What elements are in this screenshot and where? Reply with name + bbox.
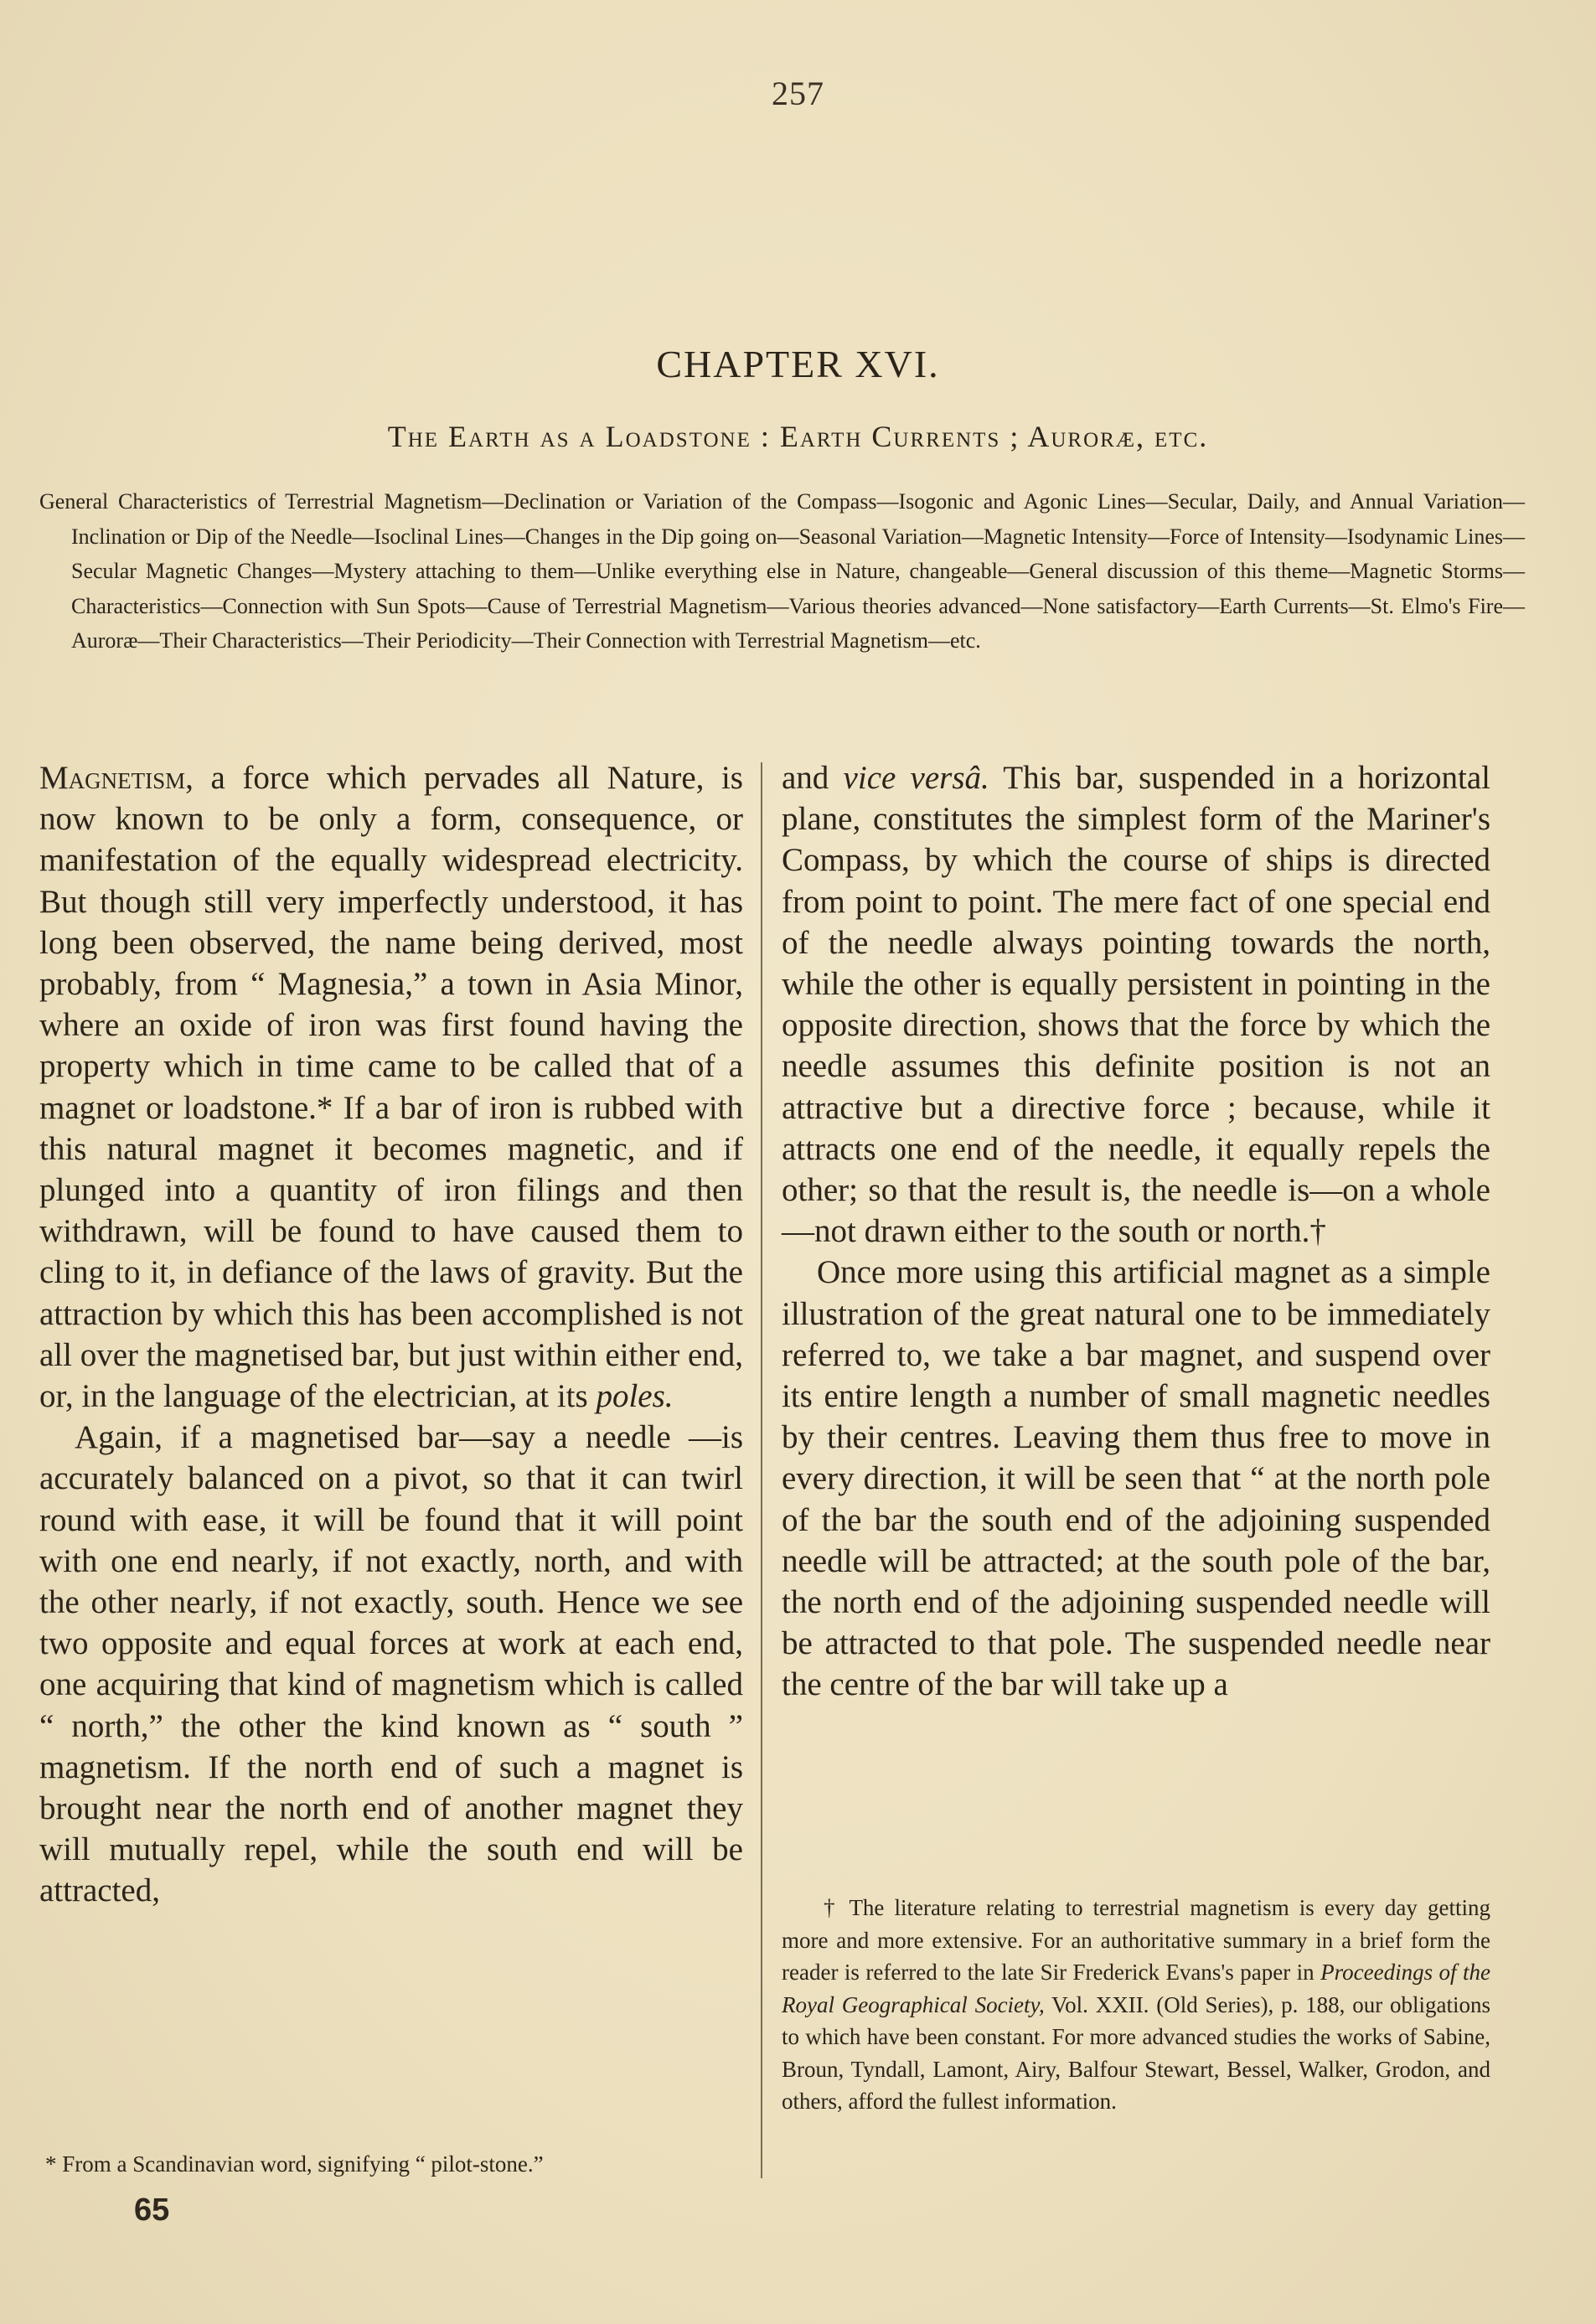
footnote-text: † The literature relating to terrestrial magnetism is every day getting more and more extensive. For an authoritative summary in a brief form the reader is referred to the late Sir Frederick Evans's paper in	[782, 1895, 1490, 1985]
paragraph: Once more using this artificial magnet as a simple illustration of the great natural one to be immediately referred to, we take a bar magnet, and suspend over its entire length a number of small magnetic needles by their centres. Leaving them thus free to move in every direction, it will be seen that “ at the north pole of the bar the south end of the adjoining suspended needle will be attracted; at the south pole of the bar, the north end of the adjoining suspended needle will be attracted to that pole. The suspended needle near the centre of the bar will take up a	[782, 1254, 1490, 1703]
italic-title: Proceedings of the Royal Geographical Society,	[782, 1960, 1491, 2017]
chapter-subtitle: The Earth as a Loadstone : Earth Currents ; Auroræ, etc.	[387, 420, 1209, 453]
paragraph-text: and	[782, 760, 844, 796]
paragraph	[39, 757, 743, 1417]
footnote-asterisk: * From a Scandinavian word, signifying “ pilot-stone.”	[45, 2151, 544, 2177]
italic-term: poles.	[596, 1378, 674, 1415]
column-divider	[761, 762, 762, 2178]
paragraph: Again, if a magnetised bar—say a needle —is accurately balanced on a pivot, so that it can twirl round with ease, it will be found that it will point with one end nearly, if not exactly, north, and with the other nearly, if not exactly, south. Hence we see two opposite and equal forces at work at each end, one acquiring that kind of magnetism which is called “ north,” the other the kind known as “ south ” magnetism. If the north end of such a magnet is brought near the north end of another magnet they will mutually repel, while the south end will be attracted,	[39, 1419, 743, 1909]
italic-term: vice versâ.	[843, 760, 989, 796]
chapter-synopsis: General Characteristics of Terrestrial Magnetism—Declination or Variation of the Compass—Isogonic and Agonic Lines—Secular, Daily, and Annual Variation—Inclination or Dip of the Needle—Isoclinal Lines—Changes in the Dip going on—Seasonal Variation—Magnetic Intensity—Force of Intensity—Isodynamic Lines—Secular Magnetic Changes—Mystery attaching to them—Unlike everything else in Nature, changeable—General discussion of this theme—Magnetic Storms—Characteristics—Connection with Sun Spots—Cause of Terrestrial Magnetism—Various theories advanced—None satisfactory—Earth Currents—St. Elmo's Fire—Auroræ—Their Characteristics—Their Periodicity—Their Connection with Terrestrial Magnetism—etc.	[39, 489, 1525, 653]
page-number: 257	[772, 75, 824, 112]
left-column	[39, 757, 743, 1912]
paragraph-text: This bar, suspended in a horizontal plane, constitutes the simplest form of the Mariner's Compass, by which the course of ships is directed from point to point. The mere fact of one special end of the needle always pointing towards the north, while the other is equally persistent in pointing in the opposite direction, shows that the force by which the needle assumes this definite position is not an attractive but a directive force ; because, while it attracts one end of the needle, it equally repels the other; so that the result is, the needle is—on a whole—not drawn either to the south or north.†	[782, 760, 1490, 1250]
footnote-dagger	[782, 1892, 1490, 2118]
paragraph	[782, 757, 1490, 1252]
right-column	[782, 757, 1490, 1706]
footnote-text: Vol. XXII. (Old Series), p. 188, our obligations to which have been constant. For more advanced studies the works of Sabine, Broun, Tyndall, Lamont, Airy, Balfour Stewart, Bessel, Walker, Grodon, and others, afford the fullest information.	[782, 1991, 1491, 2114]
paragraph-text: a force which pervades all Nature, is now known to be only a form, consequence, or manifestation of the equally widespread electricity. But though still very imperfectly understood, it has long been observed, the name being derived, most probably, from “ Magnesia,” a town in Asia Minor, where an oxide of iron was first found having the property which in time came to be called that of a magnet or loadstone.* If a bar of iron is rubbed with this natural magnet it becomes magnetic, and if plunged into a quantity of iron filings and then withdrawn, will be found to have caused them to cling to it, in defiance of the laws of gravity. But the attraction by which this has been accomplished is not all over the magnetised bar, but just within either end, or, in the language of the electrician, at its	[39, 760, 743, 1415]
signature-mark: 65	[134, 2192, 170, 2228]
lead-word: Magnetism,	[39, 760, 194, 796]
chapter-title: CHAPTER XVI.	[656, 343, 940, 385]
